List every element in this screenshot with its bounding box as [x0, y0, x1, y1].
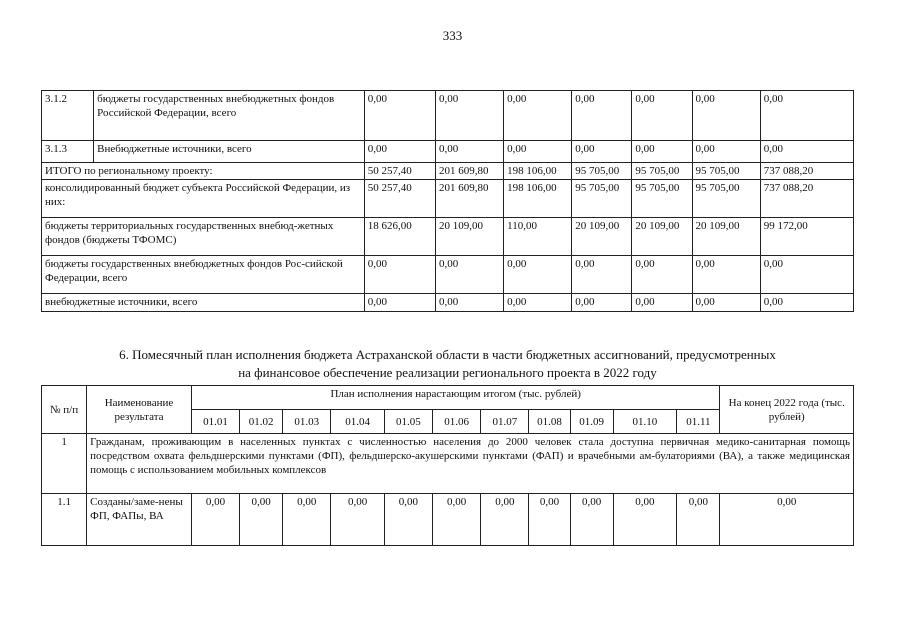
value-cell: 0,00	[692, 294, 760, 312]
value-cell: 0,00	[572, 256, 632, 294]
group-row	[42, 434, 854, 494]
value-cell: 50 257,40	[364, 180, 435, 218]
table-row	[42, 256, 854, 294]
table-row	[42, 180, 854, 218]
value-cell: 0,00	[364, 294, 435, 312]
value-cell: 0,00	[632, 141, 692, 163]
month-header: 01.04	[331, 410, 384, 434]
table-row	[42, 218, 854, 256]
month-value: 0,00	[529, 494, 570, 546]
value-cell: 95 705,00	[572, 180, 632, 218]
col-number-header: № п/п	[42, 386, 87, 434]
value-cell: 95 705,00	[632, 163, 692, 180]
monthly-plan-table	[41, 385, 854, 546]
value-cell: 0,00	[435, 294, 503, 312]
table-row	[42, 294, 854, 312]
col-name-header: Наименование результата	[87, 386, 192, 434]
month-value: 0,00	[613, 494, 677, 546]
row-number: 3.1.3	[42, 141, 94, 163]
value-cell: 0,00	[760, 141, 853, 163]
value-cell: 737 088,20	[760, 180, 853, 218]
value-cell: 0,00	[572, 294, 632, 312]
row-label: бюджеты государственных внебюджетных фондов Рос-сийской Федерации, всего	[42, 256, 365, 294]
row-label: консолидированный бюджет субъекта Российской Федерации, из них:	[42, 180, 365, 218]
value-cell: 0,00	[692, 141, 760, 163]
month-header: 01.08	[529, 410, 570, 434]
section-heading-line2: на финансовое обеспечение реализации регионального проекта в 2022 году	[238, 365, 657, 380]
row-label: ИТОГО по региональному проекту:	[42, 163, 365, 180]
value-cell: 95 705,00	[632, 180, 692, 218]
value-cell: 18 626,00	[364, 218, 435, 256]
value-cell: 0,00	[572, 91, 632, 141]
value-cell: 0,00	[435, 141, 503, 163]
month-value: 0,00	[677, 494, 720, 546]
month-header: 01.03	[283, 410, 331, 434]
value-cell: 0,00	[364, 91, 435, 141]
value-cell: 95 705,00	[692, 163, 760, 180]
value-cell: 0,00	[632, 256, 692, 294]
value-cell: 0,00	[435, 256, 503, 294]
group-description: Гражданам, проживающим в населенных пунктах с численностью населения до 2000 человек стала доступна первичная медико-санитарная помощь посредством охвата фельдшерскими пунктами (ФП), фельдшерско-акушерскими пунктами (ФАП) и врачебными ам-булаториями (ВА), а также медицинская помощь с использованием мобильных комплексов	[87, 434, 854, 494]
item-number: 1.1	[42, 494, 87, 546]
month-header: 01.10	[613, 410, 677, 434]
budget-sources-table	[41, 90, 854, 312]
value-cell: 0,00	[504, 294, 572, 312]
month-value: 0,00	[570, 494, 613, 546]
end-year-value: 0,00	[720, 494, 854, 546]
month-header: 01.09	[570, 410, 613, 434]
row-label: бюджеты территориальных государственных внебюд-жетных фондов (бюджеты ТФОМС)	[42, 218, 365, 256]
row-label: бюджеты государственных внебюджетных фондов Российской Федерации, всего	[94, 91, 365, 141]
month-header: 01.01	[191, 410, 239, 434]
value-cell: 20 109,00	[692, 218, 760, 256]
col-end-header: На конец 2022 года (тыс. рублей)	[720, 386, 854, 434]
month-header: 01.11	[677, 410, 720, 434]
month-value: 0,00	[240, 494, 283, 546]
value-cell: 0,00	[632, 294, 692, 312]
month-header: 01.06	[433, 410, 481, 434]
value-cell: 0,00	[364, 141, 435, 163]
value-cell: 50 257,40	[364, 163, 435, 180]
month-value: 0,00	[433, 494, 481, 546]
value-cell: 95 705,00	[572, 163, 632, 180]
table-row-total	[42, 163, 854, 180]
value-cell: 95 705,00	[692, 180, 760, 218]
page-number: 333	[442, 28, 463, 43]
month-header: 01.02	[240, 410, 283, 434]
value-cell: 0,00	[364, 256, 435, 294]
value-cell: 0,00	[760, 256, 853, 294]
value-cell: 0,00	[504, 141, 572, 163]
table-row	[42, 141, 854, 163]
value-cell: 0,00	[632, 91, 692, 141]
value-cell: 110,00	[504, 218, 572, 256]
value-cell: 0,00	[572, 141, 632, 163]
value-cell: 737 088,20	[760, 163, 853, 180]
value-cell: 20 109,00	[572, 218, 632, 256]
row-label: Внебюджетные источники, всего	[94, 141, 365, 163]
col-plan-header: План исполнения нарастающим итогом (тыс. рублей)	[191, 386, 720, 410]
value-cell: 198 106,00	[504, 180, 572, 218]
value-cell: 201 609,80	[435, 180, 503, 218]
value-cell: 198 106,00	[504, 163, 572, 180]
header-row	[42, 386, 854, 410]
item-name: Созданы/заме-нены ФП, ФАПы, ВА	[87, 494, 192, 546]
value-cell: 20 109,00	[435, 218, 503, 256]
table-row	[42, 91, 854, 141]
month-value: 0,00	[331, 494, 384, 546]
value-cell: 0,00	[504, 256, 572, 294]
group-number: 1	[42, 434, 87, 494]
item-row	[42, 494, 854, 546]
row-number: 3.1.2	[42, 91, 94, 141]
month-header: 01.05	[384, 410, 432, 434]
value-cell: 0,00	[760, 294, 853, 312]
value-cell: 99 172,00	[760, 218, 853, 256]
value-cell: 0,00	[692, 91, 760, 141]
value-cell: 0,00	[692, 256, 760, 294]
value-cell: 201 609,80	[435, 163, 503, 180]
row-label: внебюджетные источники, всего	[42, 294, 365, 312]
month-value: 0,00	[283, 494, 331, 546]
month-value: 0,00	[481, 494, 529, 546]
value-cell: 0,00	[760, 91, 853, 141]
value-cell: 0,00	[435, 91, 503, 141]
value-cell: 0,00	[504, 91, 572, 141]
section-heading-line1: 6. Помесячный план исполнения бюджета Астраханской области в части бюджетных ассигнований, предусмотренных	[119, 347, 776, 362]
month-value: 0,00	[191, 494, 239, 546]
month-value: 0,00	[384, 494, 432, 546]
month-header: 01.07	[481, 410, 529, 434]
value-cell: 20 109,00	[632, 218, 692, 256]
